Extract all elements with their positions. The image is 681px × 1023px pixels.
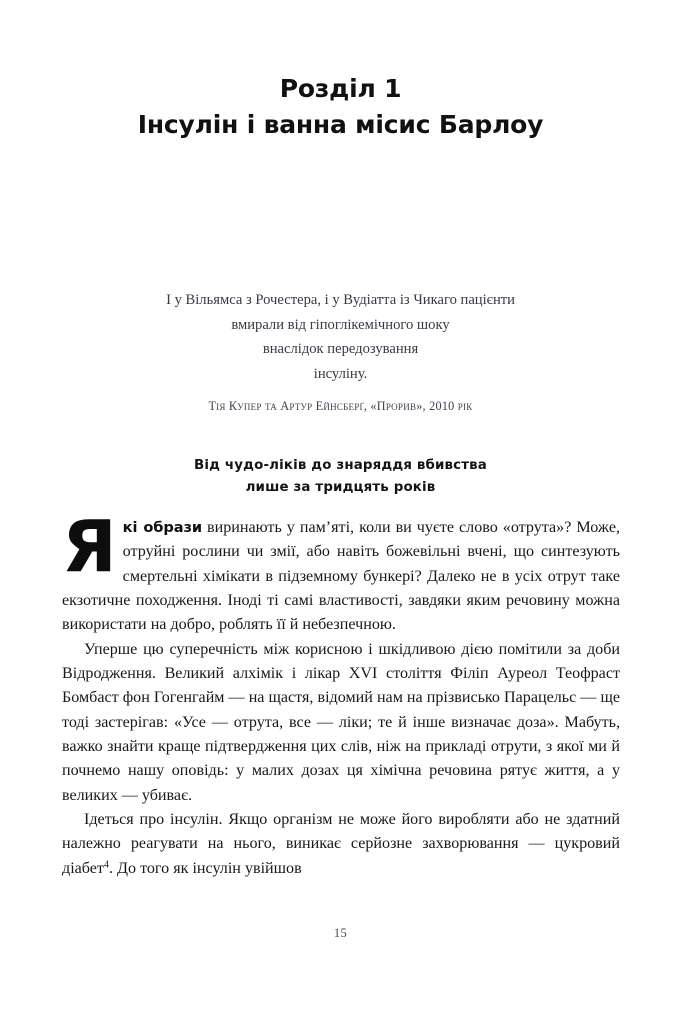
paragraph-text: виринають у пам’яті, коли ви чуєте слово «отрута»? Може, отруйні рослини чи змії, або навіть божевільні вчені, що синтезують смертельні хімікати в підземному бункері? Далеко не в усіх отрут таке екзотичне походження. Іноді ті самі властивості, завдяки яким речовину можна використати на добро, роблять її й небезпечною.: [62, 519, 620, 634]
section-heading: [62, 455, 619, 498]
lead-bold-phrase: кі образи: [122, 519, 202, 536]
paragraph: [62, 505, 620, 638]
drop-cap: Я: [62, 505, 116, 588]
paragraph-text-tail: . До того як інсулін увійшов: [108, 859, 302, 877]
chapter-number: Розділ 1: [279, 74, 402, 103]
epigraph-attribution: [62, 397, 619, 415]
chapter-heading: [62, 72, 619, 143]
body-text: [62, 505, 620, 881]
paragraph-text: Уперше цю суперечність між корисною і шкідливою дією помітили за доби Відродження. Великий алхімік і лікар XVI століття Філіп Ауреол Теофраст Бомбаст фон Гогенгайм — на щастя, відомий нам на прізвисько Парацельс — ще тоді застерігав: «Усе — отрута, все — ліки; те й інше визначає доза». Мабуть, важко знайти краще підтвердження цих слів, ніж на прикладі отрути, з якої ми й почнемо нашу оповідь: у малих дозах ця хімічна речовина рятує життя, а у великих — убиває.: [62, 640, 620, 804]
section-heading-line: лише за тридцять років: [245, 479, 436, 495]
epigraph-line: вмирали від гіпоглікемічного шоку: [231, 316, 450, 333]
epigraph-block: [62, 288, 619, 386]
epigraph-attribution-text: Тія Купер та Артур Ейнсберґ, «Прорив», 2010 рік: [208, 399, 473, 413]
epigraph-line: інсуліну.: [313, 365, 368, 382]
paragraph: [62, 638, 620, 808]
footnote-marker[interactable]: 4: [103, 859, 109, 871]
chapter-title: Інсулін і ванна місис Барлоу: [137, 110, 544, 139]
page-number: 15: [333, 926, 348, 940]
epigraph-line: внаслідок передозування: [262, 341, 419, 357]
paragraph-text: Ідеться про інсулін. Якщо організм не може його виробляти або не здатний належно реагувати на нього, виникає серйозне захворювання — цукровий діабет: [62, 811, 620, 877]
section-heading-line: Від чудо-ліків до знаряддя вбивства: [194, 458, 487, 473]
epigraph-line: І у Вільямса з Рочестера, і у Вудіатта із Чикаго пацієнти: [166, 292, 515, 308]
paragraph: [62, 808, 620, 881]
